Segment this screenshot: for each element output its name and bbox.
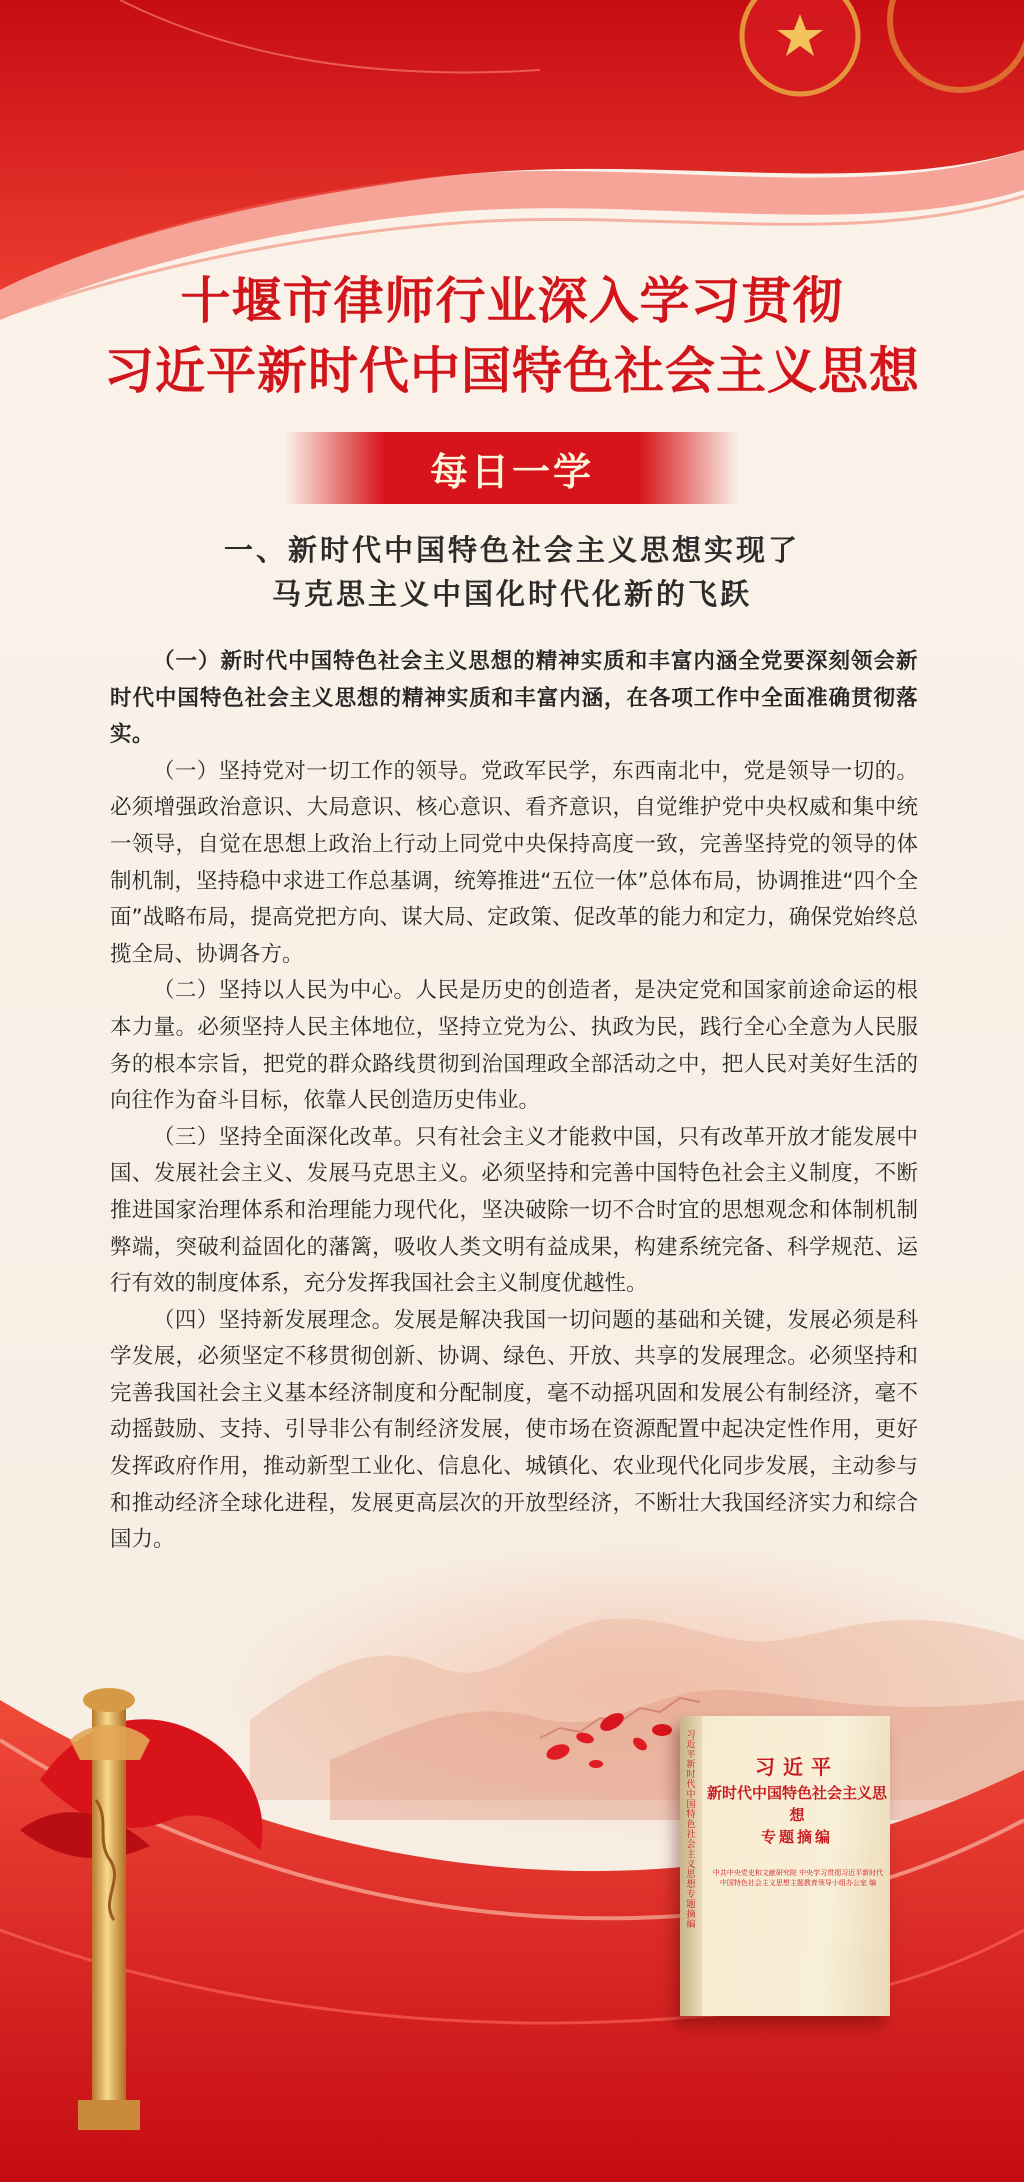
book-title-line-2: 新时代中国特色社会主义思想 xyxy=(706,1784,887,1824)
book-title-line-3: 专题摘编 xyxy=(760,1828,833,1846)
lead-paragraph: （一）新时代中国特色社会主义思想的精神实质和丰富内涵全党要深刻领会新时代中国特色社会主义思想的精神实质和丰富内涵，在各项工作中全面准确贯彻落实。 xyxy=(110,649,918,748)
article-body xyxy=(110,644,918,1559)
section-title-line-2: 马克思主义中国化时代化新的飞跃 xyxy=(271,577,752,611)
book-spine xyxy=(680,1716,702,2016)
daily-study-badge xyxy=(285,432,739,504)
book-cover xyxy=(680,1716,890,2016)
section-title-line-1: 一、新时代中国特色社会主义思想实现了 xyxy=(223,533,800,567)
book-publisher: 中共中央党史和文献研究院 中央学习贯彻习近平新时代中国特色社会主义思想主题教育领导小组办公室 编 xyxy=(712,1869,884,1887)
title-line-1: 十堰市律师行业深入学习贯彻 xyxy=(180,271,844,330)
paragraph-2: （二）坚持以人民为中心。人民是历史的创造者，是决定党和国家前途命运的根本力量。必须坚持人民主体地位，坚持立党为公、执政为民，践行全心全意为人民服务的根本宗旨，把党的群众路线贯彻到治国理政全部活动之中，把人民对美好生活的向往作为奋斗目标，依靠人民创造历史伟业。 xyxy=(110,978,918,1114)
paragraph-4: （四）坚持新发展理念。发展是解决我国一切问题的基础和关键，发展必须是科学发展，必须坚定不移贯彻创新、协调、绿色、开放、共享的发展理念。必须坚持和完善我国社会主义基本经济制度和分配制度，毫不动摇巩固和发展公有制经济，毫不动摇鼓励、支持、引导非公有制经济发展，使市场在资源配置中起决定性作用，更好发挥政府作用，推动新型工业化、信息化、城镇化、农业现代化同步发展，主动参与和推动经济全球化进程，发展更高层次的开放型经济，不断壮大我国经济实力和综合国力。 xyxy=(110,1307,918,1553)
book-title xyxy=(704,1756,890,1848)
badge-label: 每日一学 xyxy=(429,449,594,494)
paragraph-3: （三）坚持全面深化改革。只有社会主义才能救中国，只有改革开放才能发展中国、发展社会主义、发展马克思主义。必须坚持和完善中国特色社会主义制度，不断推进国家治理体系和治理能力现代化，坚决破除一切不合时宜的思想观念和体制机制弊端，突破利益固化的藩篱，吸收人类文明有益成果，构建系统完备、科学规范、运行有效的制度体系，充分发挥我国社会主义制度优越性。 xyxy=(110,1124,918,1297)
paragraph-1: （一）坚持党对一切工作的领导。党政军民学，东西南北中，党是领导一切的。必须增强政治意识、大局意识、核心意识、看齐意识，自觉维护党中央权威和集中统一领导，自觉在思想上政治上行动上同党中央保持高度一致，完善坚持党的领导的体制机制，坚持稳中求进工作总基调，统筹推进“五位一体”总体布局，协调推进“四个全面”战略布局，提高党把方向、谋大局、定政策、促改革的能力和定力，确保党始终总揽全局、协调各方。 xyxy=(110,758,918,967)
book-title-line-1: 习近平 xyxy=(755,1755,839,1779)
book-spine-text: 习近平新时代中国特色社会主义思想专题摘编 xyxy=(686,1730,696,1930)
title-line-2: 习近平新时代中国特色社会主义思想 xyxy=(104,341,920,400)
